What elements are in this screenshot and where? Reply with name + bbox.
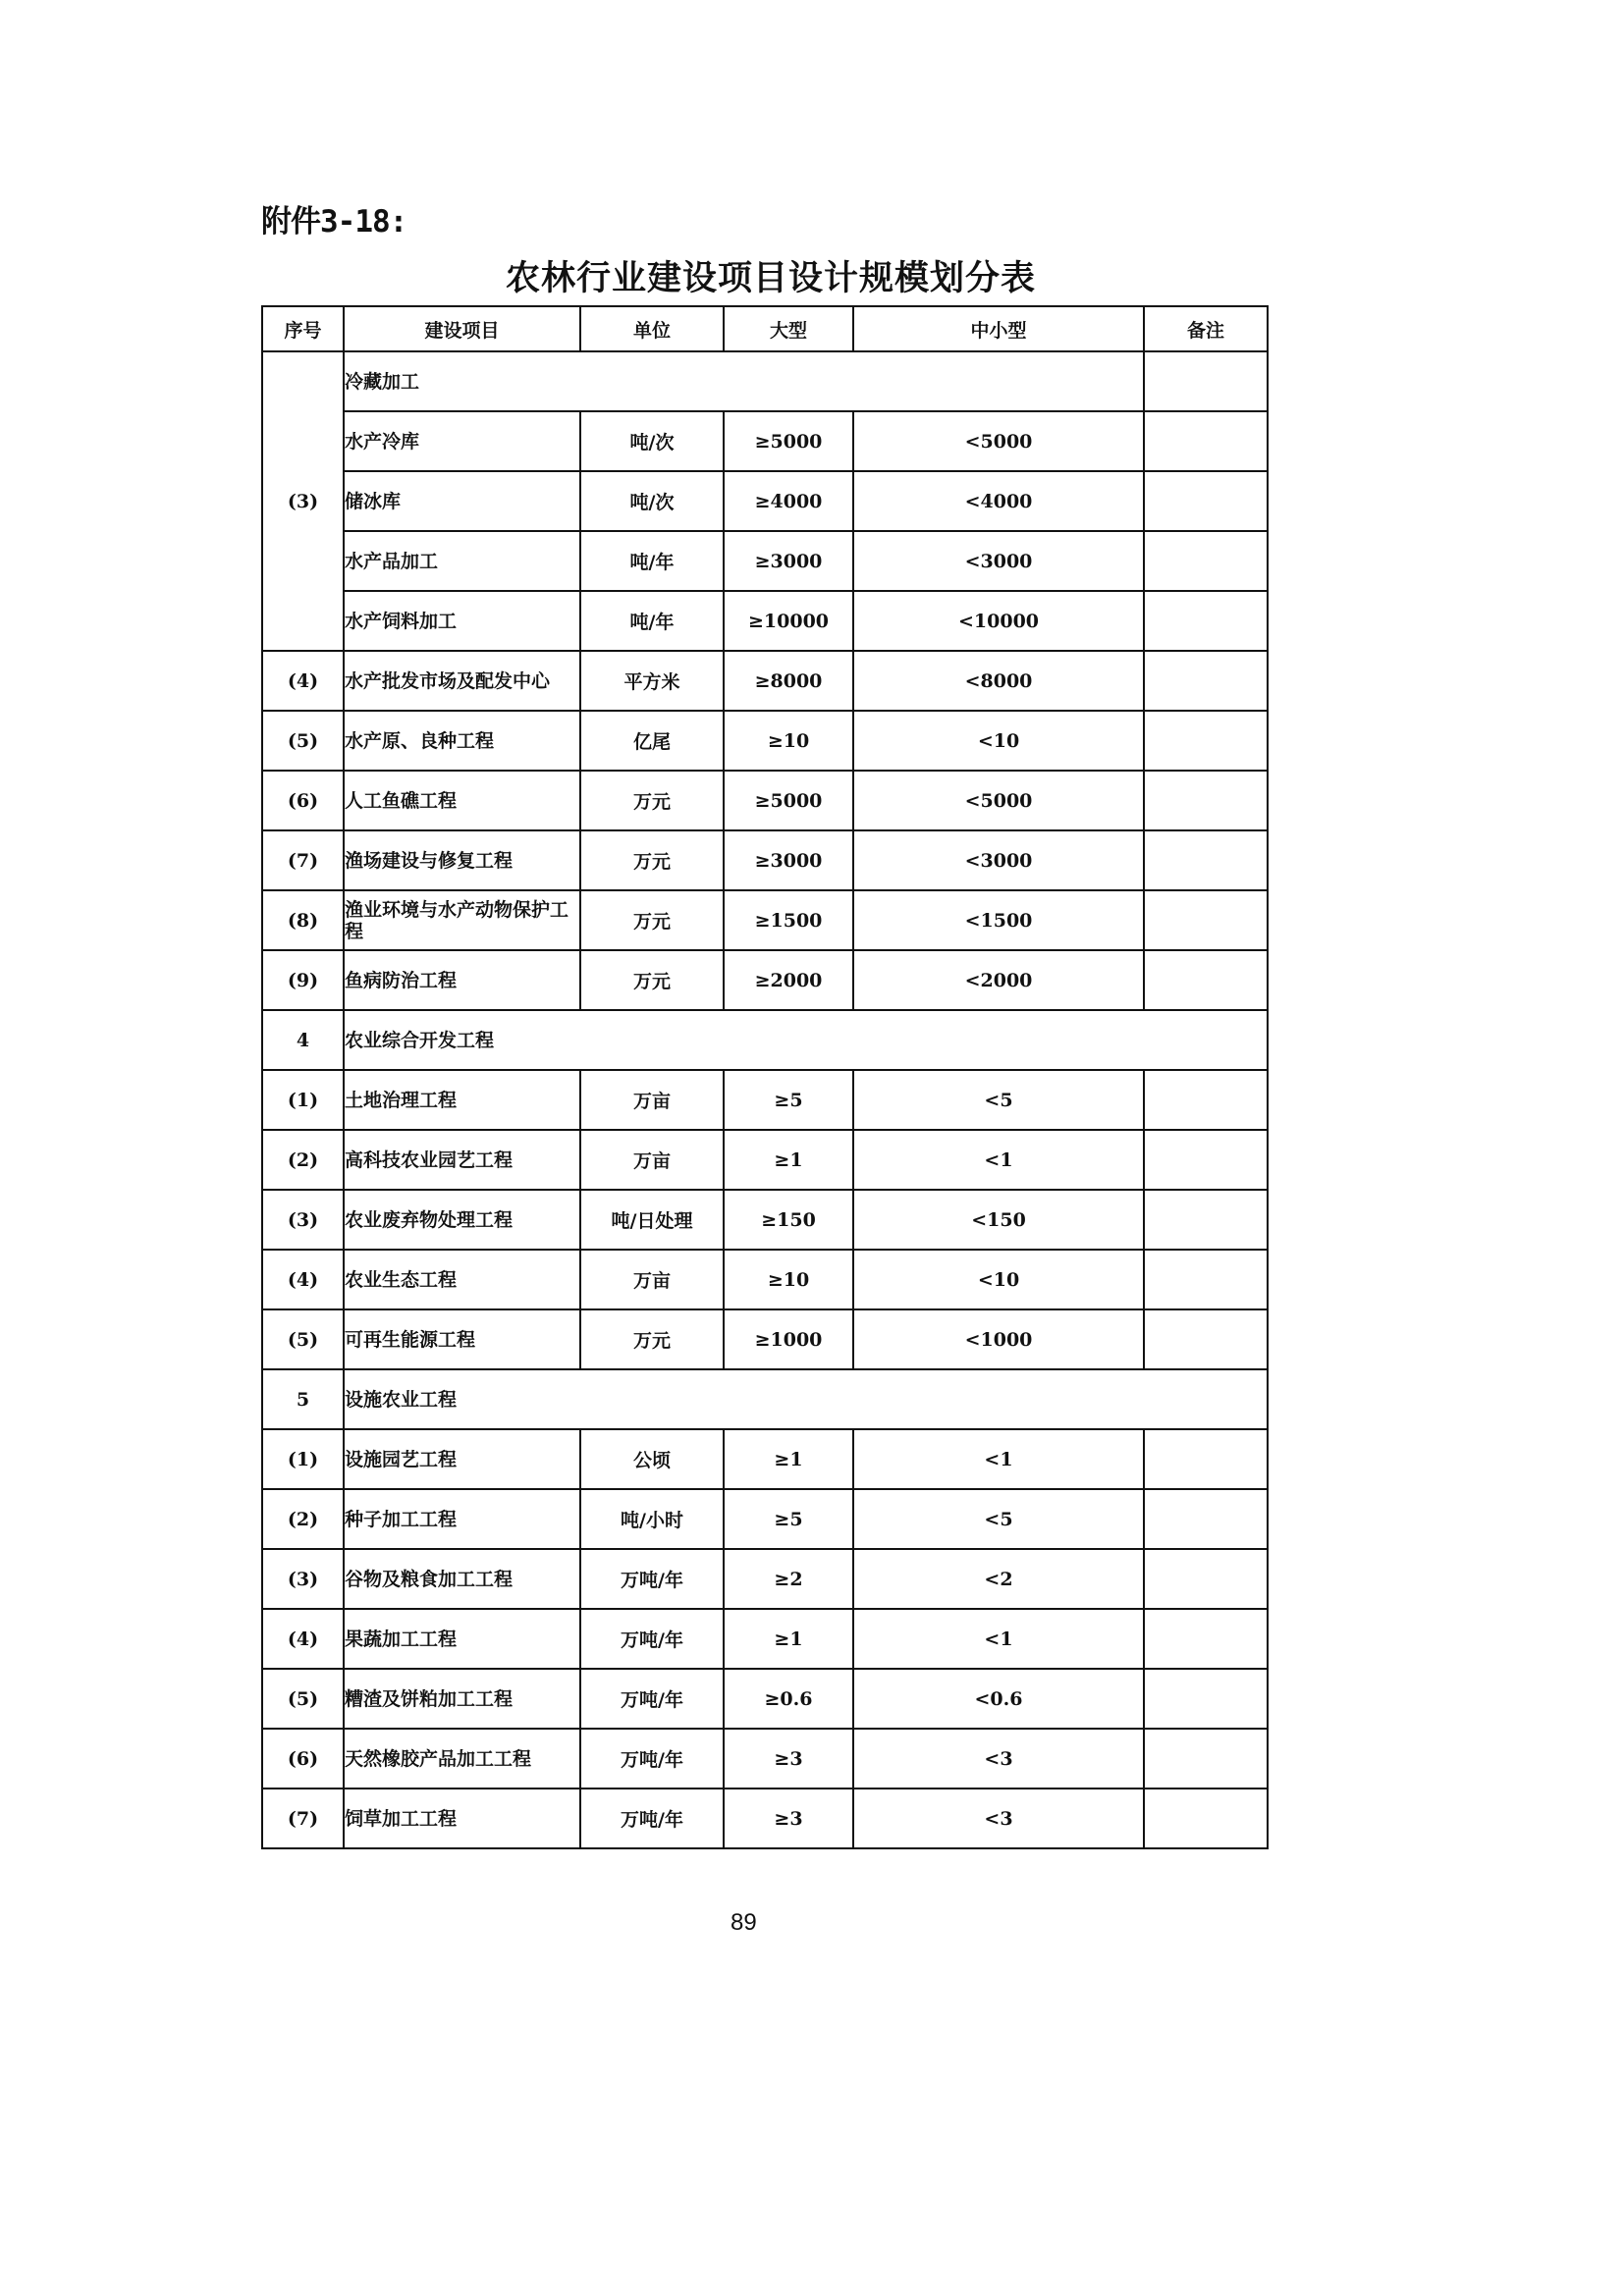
row-medium-small: <3000 xyxy=(853,531,1144,591)
remark-cell xyxy=(1144,1250,1268,1309)
header-project: 建设项目 xyxy=(344,306,580,351)
page-title: 农林行业建设项目设计规模划分表 xyxy=(505,259,1036,298)
row-large: ≥150 xyxy=(724,1190,853,1250)
row-medium-small: <3 xyxy=(853,1789,1144,1848)
row-medium-small: <5000 xyxy=(853,771,1144,830)
row-large: ≥3000 xyxy=(724,830,853,890)
row-seq: (2) xyxy=(262,1130,344,1190)
row-large: ≥3 xyxy=(724,1789,853,1848)
row-seq: (5) xyxy=(262,711,344,771)
row-project: 农业废弃物处理工程 xyxy=(344,1190,580,1250)
table-row xyxy=(262,591,1268,651)
row-seq: (6) xyxy=(262,771,344,830)
row-seq: (7) xyxy=(262,1789,344,1848)
table-row xyxy=(262,1789,1268,1848)
table-row xyxy=(262,1609,1268,1669)
row-medium-small: <1 xyxy=(853,1429,1144,1489)
row-project: 水产品加工 xyxy=(344,531,580,591)
row-medium-small: <1500 xyxy=(853,890,1144,950)
remark-cell xyxy=(1144,830,1268,890)
row-unit: 万亩 xyxy=(580,1250,724,1309)
table-row xyxy=(262,771,1268,830)
row-large: ≥5000 xyxy=(724,411,853,471)
row-seq: (8) xyxy=(262,890,344,950)
row-project: 水产冷库 xyxy=(344,411,580,471)
row-large: ≥3 xyxy=(724,1729,853,1789)
remark-cell xyxy=(1144,1070,1268,1130)
row-seq: (4) xyxy=(262,651,344,711)
row-project: 设施园艺工程 xyxy=(344,1429,580,1489)
table-header-row xyxy=(262,306,1268,351)
table-row xyxy=(262,531,1268,591)
remark-cell xyxy=(1144,651,1268,711)
row-unit: 吨/次 xyxy=(580,411,724,471)
row-large: ≥10000 xyxy=(724,591,853,651)
table-row xyxy=(262,890,1268,950)
row-unit: 亿尾 xyxy=(580,711,724,771)
table-row xyxy=(262,830,1268,890)
row-project: 渔场建设与修复工程 xyxy=(344,830,580,890)
row-unit: 万元 xyxy=(580,950,724,1010)
row-unit: 平方米 xyxy=(580,651,724,711)
section-row xyxy=(262,1369,1268,1429)
remark-cell xyxy=(1144,1549,1268,1609)
row-medium-small: <5 xyxy=(853,1070,1144,1130)
header-remark: 备注 xyxy=(1144,306,1268,351)
remark-cell xyxy=(1144,1130,1268,1190)
table-row xyxy=(262,1489,1268,1549)
row-unit: 吨/年 xyxy=(580,591,724,651)
row-project: 高科技农业园艺工程 xyxy=(344,1130,580,1190)
row-large: ≥2000 xyxy=(724,950,853,1010)
row-seq: (3) xyxy=(262,1190,344,1250)
row-project: 糟渣及饼粕加工工程 xyxy=(344,1669,580,1729)
row-project: 水产原、良种工程 xyxy=(344,711,580,771)
remark-cell xyxy=(1144,1669,1268,1729)
header-medium-small: 中小型 xyxy=(853,306,1144,351)
table-row xyxy=(262,1130,1268,1190)
row-unit: 吨/次 xyxy=(580,471,724,531)
row-medium-small: <2000 xyxy=(853,950,1144,1010)
remark-cell xyxy=(1144,1789,1268,1848)
row-large: ≥1500 xyxy=(724,890,853,950)
header-unit: 单位 xyxy=(580,306,724,351)
row-large: ≥3000 xyxy=(724,531,853,591)
table-row xyxy=(262,1070,1268,1130)
row-unit: 万亩 xyxy=(580,1130,724,1190)
row-unit: 万元 xyxy=(580,1309,724,1369)
row-seq: (2) xyxy=(262,1489,344,1549)
remark-cell xyxy=(1144,1309,1268,1369)
row-project: 可再生能源工程 xyxy=(344,1309,580,1369)
row-seq: (5) xyxy=(262,1309,344,1369)
subgroup-heading: 冷藏加工 xyxy=(344,351,1144,411)
table-row xyxy=(262,1309,1268,1369)
row-project: 天然橡胶产品加工工程 xyxy=(344,1729,580,1789)
row-large: ≥10 xyxy=(724,711,853,771)
row-large: ≥4000 xyxy=(724,471,853,531)
header-seq: 序号 xyxy=(262,306,344,351)
row-large: ≥1000 xyxy=(724,1309,853,1369)
row-large: ≥0.6 xyxy=(724,1669,853,1729)
row-unit: 万元 xyxy=(580,830,724,890)
row-large: ≥1 xyxy=(724,1130,853,1190)
remark-cell xyxy=(1144,1489,1268,1549)
row-medium-small: <10000 xyxy=(853,591,1144,651)
row-unit: 万吨/年 xyxy=(580,1789,724,1848)
section-heading: 农业综合开发工程 xyxy=(344,1010,1268,1070)
table-row xyxy=(262,1729,1268,1789)
row-unit: 万亩 xyxy=(580,1070,724,1130)
row-unit: 公顷 xyxy=(580,1429,724,1489)
table-row xyxy=(262,1669,1268,1729)
row-seq: (3) xyxy=(262,1549,344,1609)
row-medium-small: <0.6 xyxy=(853,1669,1144,1729)
row-large: ≥1 xyxy=(724,1609,853,1669)
row-medium-small: <2 xyxy=(853,1549,1144,1609)
row-seq: (9) xyxy=(262,950,344,1010)
row-project: 人工鱼礁工程 xyxy=(344,771,580,830)
section-row xyxy=(262,1010,1268,1070)
row-project: 储冰库 xyxy=(344,471,580,531)
row-seq: (1) xyxy=(262,1070,344,1130)
row-project: 谷物及粮食加工工程 xyxy=(344,1549,580,1609)
header-large: 大型 xyxy=(724,306,853,351)
row-seq: (4) xyxy=(262,1609,344,1669)
row-large: ≥8000 xyxy=(724,651,853,711)
row-unit: 万吨/年 xyxy=(580,1729,724,1789)
row-unit: 万元 xyxy=(580,890,724,950)
table-row xyxy=(262,1429,1268,1489)
row-medium-small: <4000 xyxy=(853,471,1144,531)
row-unit: 吨/年 xyxy=(580,531,724,591)
remark-cell xyxy=(1144,1609,1268,1669)
row-medium-small: <8000 xyxy=(853,651,1144,711)
row-unit: 吨/日处理 xyxy=(580,1190,724,1250)
row-medium-small: <3 xyxy=(853,1729,1144,1789)
table-row xyxy=(262,471,1268,531)
row-project: 饲草加工工程 xyxy=(344,1789,580,1848)
row-large: ≥5000 xyxy=(724,771,853,830)
table-row xyxy=(262,651,1268,711)
table-row xyxy=(262,711,1268,771)
row-medium-small: <3000 xyxy=(853,830,1144,890)
row-unit: 万吨/年 xyxy=(580,1609,724,1669)
remark-cell xyxy=(1144,411,1268,471)
remark-cell xyxy=(1144,711,1268,771)
row-medium-small: <10 xyxy=(853,711,1144,771)
row-unit: 万吨/年 xyxy=(580,1549,724,1609)
row-large: ≥2 xyxy=(724,1549,853,1609)
row-seq: (6) xyxy=(262,1729,344,1789)
row-project: 果蔬加工工程 xyxy=(344,1609,580,1669)
row-medium-small: <5 xyxy=(853,1489,1144,1549)
table-row xyxy=(262,1190,1268,1250)
table-row xyxy=(262,1250,1268,1309)
row-large: ≥5 xyxy=(724,1489,853,1549)
row-project: 土地治理工程 xyxy=(344,1070,580,1130)
row-seq: (1) xyxy=(262,1429,344,1489)
row-medium-small: <150 xyxy=(853,1190,1144,1250)
table-row xyxy=(262,351,1268,411)
remark-cell xyxy=(1144,950,1268,1010)
row-medium-small: <1000 xyxy=(853,1309,1144,1369)
page-number: 89 xyxy=(731,1909,757,1936)
row-seq: (5) xyxy=(262,1669,344,1729)
table-row xyxy=(262,1549,1268,1609)
remark-cell xyxy=(1144,771,1268,830)
row-project: 农业生态工程 xyxy=(344,1250,580,1309)
row-large: ≥1 xyxy=(724,1429,853,1489)
row-seq: (3) xyxy=(262,351,344,651)
row-unit: 吨/小时 xyxy=(580,1489,724,1549)
remark-cell xyxy=(1144,351,1268,411)
row-unit: 万吨/年 xyxy=(580,1669,724,1729)
remark-cell xyxy=(1144,890,1268,950)
row-medium-small: <1 xyxy=(853,1609,1144,1669)
table-row xyxy=(262,950,1268,1010)
remark-cell xyxy=(1144,1729,1268,1789)
row-seq: (4) xyxy=(262,1250,344,1309)
remark-cell xyxy=(1144,591,1268,651)
scale-classification-table xyxy=(261,305,1269,1849)
row-project: 鱼病防治工程 xyxy=(344,950,580,1010)
table-row xyxy=(262,411,1268,471)
remark-cell xyxy=(1144,531,1268,591)
row-large: ≥5 xyxy=(724,1070,853,1130)
row-unit: 万元 xyxy=(580,771,724,830)
remark-cell xyxy=(1144,1190,1268,1250)
section-seq: 5 xyxy=(262,1369,344,1429)
row-project: 种子加工工程 xyxy=(344,1489,580,1549)
row-project: 水产批发市场及配发中心 xyxy=(344,651,580,711)
attachment-label: 附件3-18: xyxy=(261,204,407,240)
row-large: ≥10 xyxy=(724,1250,853,1309)
row-medium-small: <10 xyxy=(853,1250,1144,1309)
section-seq: 4 xyxy=(262,1010,344,1070)
row-medium-small: <1 xyxy=(853,1130,1144,1190)
row-seq: (7) xyxy=(262,830,344,890)
row-medium-small: <5000 xyxy=(853,411,1144,471)
section-heading: 设施农业工程 xyxy=(344,1369,1268,1429)
row-project: 水产饲料加工 xyxy=(344,591,580,651)
remark-cell xyxy=(1144,1429,1268,1489)
remark-cell xyxy=(1144,471,1268,531)
row-project: 渔业环境与水产动物保护工程 xyxy=(344,890,580,950)
